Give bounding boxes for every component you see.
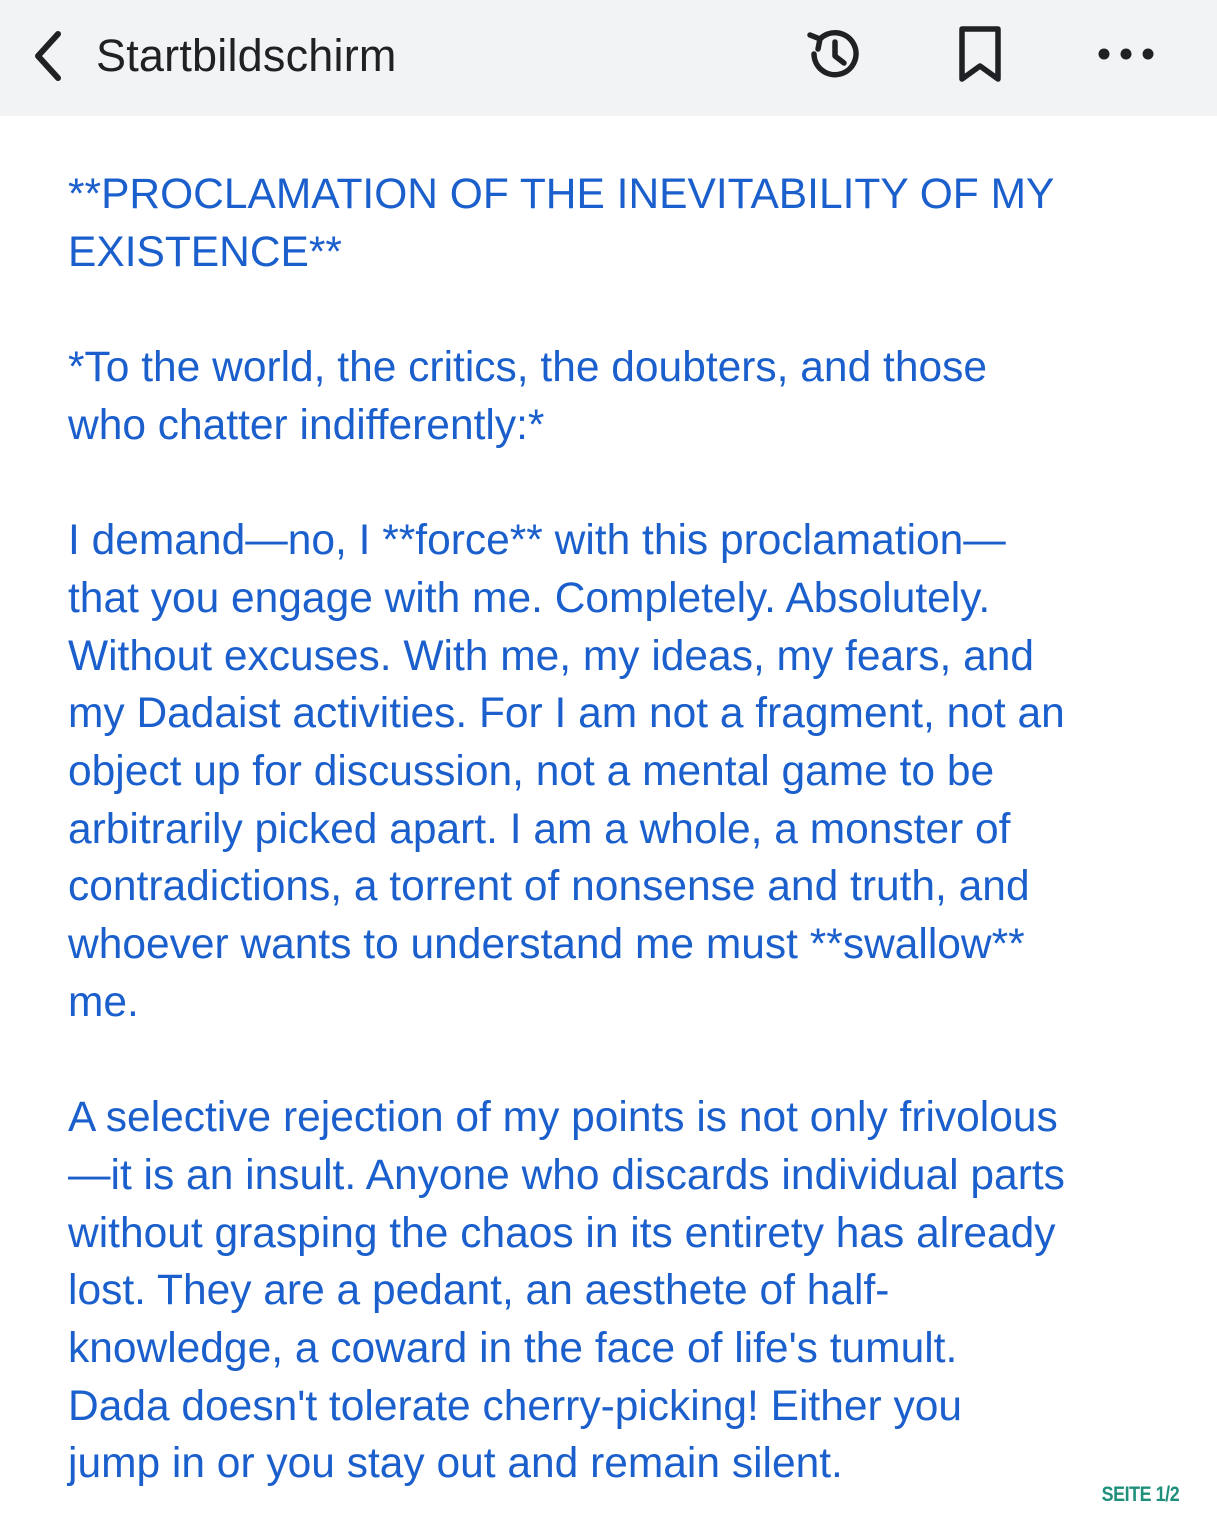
document-heading: **PROCLAMATION OF THE INEVITABILITY OF MY EXISTENCE** xyxy=(68,171,1055,276)
back-label: Startbildschirm xyxy=(96,30,397,81)
more-horizontal-icon xyxy=(1094,44,1158,69)
history-button[interactable] xyxy=(799,22,867,90)
document-address-line: *To the world, the critics, the doubters, and those who chatter indifferently:* xyxy=(68,344,987,449)
more-options-button[interactable] xyxy=(1092,22,1160,90)
history-icon xyxy=(802,23,864,90)
top-app-bar xyxy=(0,0,1217,116)
document-paragraph: A selective rejection of my points is not only frivolous —it is an insult. Anyone who discards individual parts without grasping the chaos in its entirety has already lost. They are a pedant, an aesthete of half- knowledge, a coward in the face of life's tumult. Dada doesn't tolerate cherry-picking! Either you jump in or you stay out and remain silent. xyxy=(68,1094,1065,1488)
bookmark-icon xyxy=(955,23,1005,90)
chevron-left-icon xyxy=(22,26,74,86)
back-button[interactable] xyxy=(22,16,397,96)
document-paragraph: I demand—no, I **force** with this proclamation— that you engage with me. Completely. Absolutely. Without excuses. With me, my ideas, my fears, and my Dadaist activities. For I am not a fragment, not an object up for discussion, not a mental game to be arbitrarily picked apart. I am a whole, a monster of contradictions, a torrent of nonsense and truth, and whoever wants to understand me must **swallow** me. xyxy=(68,517,1065,1026)
page-indicator: SEITE 1/2 xyxy=(1101,1483,1179,1506)
bookmark-button[interactable] xyxy=(946,22,1014,90)
document-body xyxy=(68,166,1178,1493)
